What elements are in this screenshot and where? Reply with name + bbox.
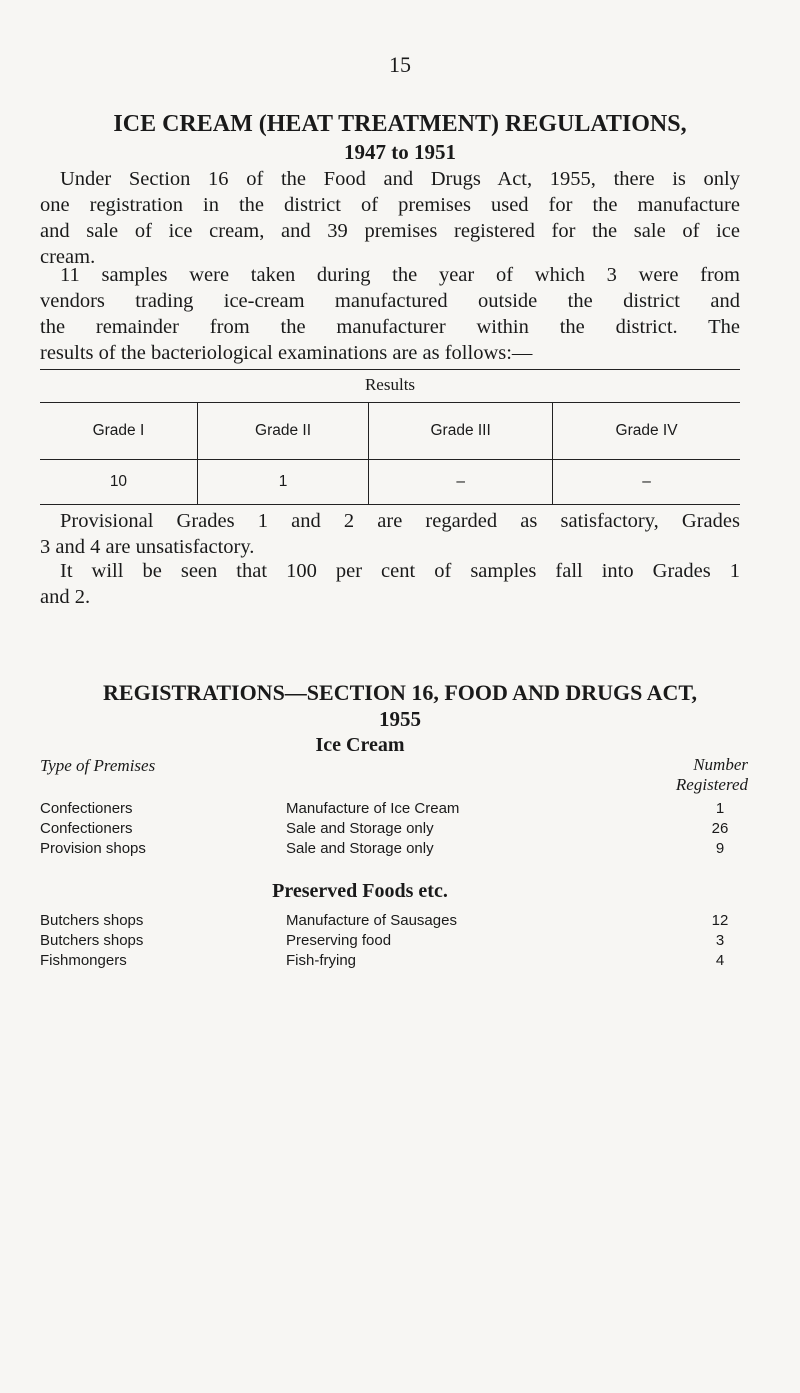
preserved-foods-registrations [40,912,760,972]
section-title-ice-cream-regulations [40,110,760,166]
paragraph-line: 11 samples were taken during the year of which 3 were from [60,264,740,286]
list-item [40,932,760,952]
group-title-preserved-foods: Preserved Foods etc. [272,880,448,902]
paragraph-registration [40,166,740,270]
list-item [40,820,760,840]
value-grade-2: 1 [197,460,368,505]
header-grade-1: Grade I [40,403,197,460]
header-grade-4: Grade IV [553,403,740,460]
column-header-number-line1: Number [693,755,748,774]
results-caption: Results [40,369,740,402]
premises-type: Confectioners [40,820,133,837]
paragraph-line: vendors trading ice-cream manufactured outside the district and [40,290,740,312]
title-year: 1955 [379,707,421,731]
paragraph-line: one registration in the district of premises used for the manufacture [40,194,740,216]
section-title-registrations [40,680,760,732]
premises-type: Fishmongers [40,952,127,969]
paragraph-percent [40,558,740,610]
column-header-type: Type of Premises [40,756,156,775]
premises-count: 9 [715,840,725,857]
title-line: REGISTRATIONS—SECTION 16, FOOD AND DRUGS ACT, [103,680,697,705]
premises-count: 12 [711,912,729,929]
list-item [40,800,760,820]
results-table [40,369,740,505]
premises-activity: Preserving food [286,932,392,949]
premises-count: 3 [715,932,725,949]
paragraph-line: Provisional Grades 1 and 2 are regarded as satisfactory, Grades [60,510,740,532]
premises-type: Confectioners [40,800,133,817]
header-grade-2: Grade II [197,403,368,460]
title-years: 1947 to 1951 [344,140,456,164]
value-grade-1: 10 [40,460,197,505]
premises-activity: Sale and Storage only [286,840,434,857]
table-row [40,460,740,505]
ice-cream-registrations [40,800,760,860]
premises-count: 1 [715,800,725,817]
page-number: 15 [389,52,411,77]
column-header-number [628,755,748,795]
premises-type: Butchers shops [40,932,144,949]
paragraph-line: It will be seen that 100 per cent of samples fall into Grades 1 [60,560,740,582]
list-item [40,840,760,860]
paragraph-provisional-grades [40,508,740,560]
title-line: ICE CREAM (HEAT TREATMENT) REGULATIONS, [113,111,687,137]
premises-count: 4 [715,952,725,969]
premises-activity: Manufacture of Sausages [286,912,457,929]
paragraph-line: and sale of ice cream, and 39 premises registered for the sale of ice [40,220,740,242]
list-item [40,952,760,972]
paragraph-samples [40,262,740,366]
value-grade-3: – [369,460,553,505]
premises-type: Butchers shops [40,912,144,929]
column-header-number-line2: Registered [675,775,748,794]
table-header-row [40,403,740,460]
premises-activity: Manufacture of Ice Cream [286,800,460,817]
group-title-ice-cream: Ice Cream [315,734,405,756]
paragraph-line: results of the bacteriological examinations are as follows:— [40,342,533,364]
list-item [40,912,760,932]
paragraph-line: 3 and 4 are unsatisfactory. [40,536,255,558]
grades-table [40,402,740,505]
header-grade-3: Grade III [369,403,553,460]
paragraph-line: cream. [40,246,96,268]
premises-type: Provision shops [40,840,146,857]
paragraph-line: the remainder from the manufacturer within the district. The [40,316,740,338]
paragraph-line: and 2. [40,586,91,608]
premises-activity: Fish-frying [286,952,357,969]
premises-activity: Sale and Storage only [286,820,434,837]
premises-count: 26 [711,820,729,837]
value-grade-4: – [553,460,740,505]
paragraph-line: Under Section 16 of the Food and Drugs Act, 1955, there is only [60,168,740,190]
